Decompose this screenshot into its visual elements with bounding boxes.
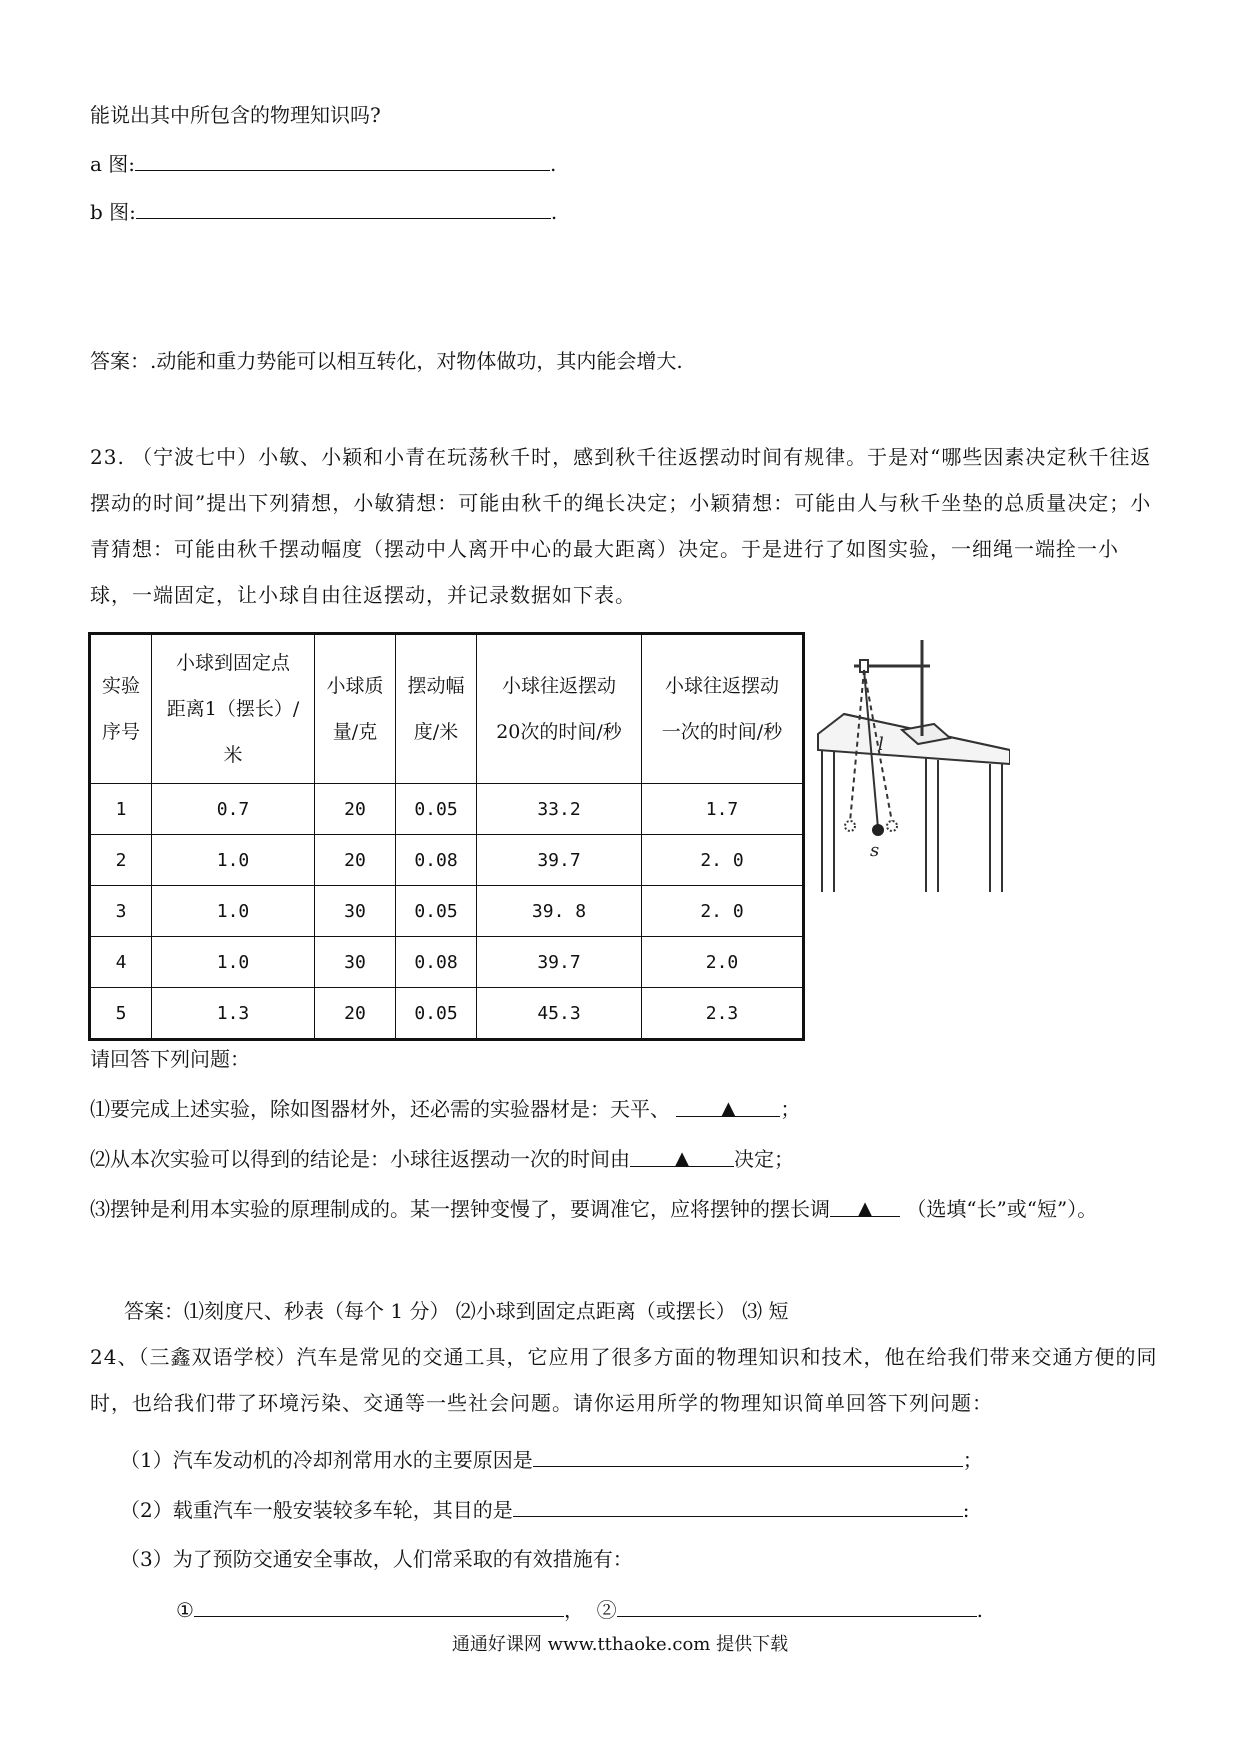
table-row (90, 988, 804, 1040)
q23-sub3-blank[interactable] (830, 1194, 900, 1217)
table-cell: 2. 0 (642, 835, 804, 886)
header-line: 度/米 (413, 721, 459, 743)
table-cell: 0.7 (152, 784, 315, 835)
header-line: 小球到固定点 (175, 652, 290, 674)
table-cell: 33.2 (477, 784, 642, 835)
header-cell (477, 634, 642, 784)
table-cell: 1.0 (152, 937, 315, 988)
triangle-mark-icon: ▲ (721, 1098, 736, 1119)
triangle-mark-icon: ▲ (858, 1198, 872, 1219)
q22-b-line (90, 196, 557, 227)
q22-a-period: . (550, 152, 557, 176)
table-cell: 30 (315, 937, 396, 988)
q23-sub1-end: ； (780, 1097, 801, 1121)
header-cell (152, 634, 315, 784)
table-row (90, 886, 804, 937)
measure-separator: ， (563, 1598, 584, 1622)
table-cell: 2 (90, 835, 152, 886)
measure-2-blank[interactable] (617, 1594, 977, 1617)
q22-b-blank[interactable] (136, 196, 551, 219)
q24-measures-line (176, 1594, 983, 1625)
q22-a-label: a 图: (90, 152, 136, 176)
q22-intro: 能说出其中所包含的物理知识吗? (90, 103, 381, 127)
q23-answer: 答案：⑴刻度尺、秒表（每个 1 分） ⑵小球到固定点距离（或摆长） ⑶ 短 (124, 1299, 789, 1323)
table-cell: 1 (90, 784, 152, 835)
table-cell: 1.3 (152, 988, 315, 1040)
header-line: 20次的时间/秒 (496, 721, 622, 743)
q23-sub1-text: ⑴要完成上述实验，除如图器材外，还必需的实验器材是：天平、 (90, 1097, 670, 1121)
q23-sub2 (90, 1144, 794, 1174)
q23-sub2-end: 决定； (734, 1147, 794, 1171)
table-cell: 0.08 (396, 835, 477, 886)
measure-1-blank[interactable] (194, 1594, 564, 1617)
q23-sub2-text: ⑵从本次实验可以得到的结论是：小球往返摆动一次的时间由 (90, 1147, 630, 1171)
table-cell: 20 (315, 784, 396, 835)
header-line: 米 (223, 744, 243, 766)
q22-answer: 答案：.动能和重力势能可以相互转化，对物体做功，其内能会增大. (90, 349, 683, 373)
table-header-row (90, 634, 804, 784)
table-cell: 0.05 (396, 886, 477, 937)
header-line: 小球质 (326, 675, 384, 697)
header-cell (90, 634, 152, 784)
q22-a-blank[interactable] (135, 148, 550, 171)
table-cell: 45.3 (477, 988, 642, 1040)
table-cell: 30 (315, 886, 396, 937)
measure-1-marker: ① (176, 1598, 194, 1622)
page-footer: 通通好课网 www.tthaoke.com 提供下载 (451, 1634, 789, 1655)
q24-text: 24、（三鑫双语学校）汽车是常见的交通工具，它应用了很多方面的物理知识和技术，他在给我们带来交通方便的同时，也给我们带了环境污染、交通等一些社会问题。请你运用所学的物理知识简单回答下列问题： (90, 1345, 1158, 1415)
table-row (90, 937, 804, 988)
q24-sub3: （3）为了预防交通安全事故，人们常采取的有效措施有： (120, 1547, 633, 1571)
q24-sub2 (120, 1494, 969, 1525)
header-line: 小球往返摆动 (664, 675, 779, 697)
triangle-mark-icon: ▲ (675, 1148, 689, 1169)
measure-2-marker: ② (596, 1598, 617, 1622)
header-line: 一次的时间/秒 (661, 721, 783, 743)
q24-sub2-text: （2）载重汽车一般安装较多车轮，其目的是 (120, 1498, 513, 1522)
header-cell (396, 634, 477, 784)
pendulum-apparatus-figure (814, 634, 1010, 894)
table-cell: 39. 8 (477, 886, 642, 937)
table-cell: 1.0 (152, 886, 315, 937)
length-label: l (878, 734, 884, 755)
q22-b-period: . (550, 200, 558, 224)
q24-sub1-blank[interactable] (533, 1444, 963, 1467)
q23-sub1 (90, 1094, 800, 1124)
table-cell: 1.7 (642, 784, 804, 835)
measure-end: . (976, 1598, 984, 1622)
table-cell: 3 (90, 886, 152, 937)
table-cell: 5 (90, 988, 152, 1040)
table-cell: 2.3 (642, 988, 804, 1040)
amplitude-label: s (870, 840, 880, 861)
q23-sub3-end: （选填“长”或“短”）。 (906, 1197, 1098, 1221)
q24-sub1 (120, 1444, 983, 1475)
experiment-table (88, 632, 805, 1041)
table-cell: 2.0 (642, 937, 804, 988)
header-line: 距离1（摆长）/ (166, 698, 300, 720)
table-cell: 4 (90, 937, 152, 988)
q24-sub1-end: ； (962, 1448, 983, 1472)
header-line: 序号 (101, 721, 140, 743)
header-line: 量/克 (332, 721, 378, 743)
q23-sub3-text: ⑶摆钟是利用本实验的原理制成的。某一摆钟变慢了，要调准它，应将摆钟的摆长调 (90, 1197, 830, 1221)
table-cell: 0.05 (396, 784, 477, 835)
q24-sub2-blank[interactable] (513, 1494, 963, 1517)
table-row (90, 835, 804, 886)
table-cell: 20 (315, 835, 396, 886)
table-cell: 20 (315, 988, 396, 1040)
header-line: 摆动幅 (407, 675, 465, 697)
q23-sub1-blank[interactable] (676, 1094, 780, 1117)
q24-sub2-end: : (962, 1498, 970, 1522)
q23-prompt: 请回答下列问题： (90, 1047, 250, 1071)
table-cell: 1.0 (152, 835, 315, 886)
q22-a-line (90, 148, 556, 179)
header-cell (642, 634, 804, 784)
q23-sub3 (90, 1194, 1097, 1224)
header-cell (315, 634, 396, 784)
table-cell: 0.05 (396, 988, 477, 1040)
pendulum-ball (872, 824, 884, 836)
q22-b-label: b 图: (90, 200, 136, 224)
q23-text: 23. （宁波七中）小敏、小颖和小青在玩荡秋千时，感到秋千往返摆动时间有规律。于是对“哪些因素决定秋千往返摆动的时间”提出下列猜想，小敏猜想：可能由秋千的绳长决定；小颖猜想：可能由人与秋千坐垫的总质量决定；小青猜想：可能由秋千摆动幅度（摆动中人离开中心的最大距离）决定。于是进行了如图实验，一细绳一端拴一小球，一端固定，让小球自由往返摆动，并记录数据如下表。 (90, 445, 1152, 607)
header-line: 小球往返摆动 (501, 675, 616, 697)
table-cell: 39.7 (477, 937, 642, 988)
q23-sub2-blank[interactable] (630, 1144, 734, 1167)
table-cell: 2. 0 (642, 886, 804, 937)
table-cell: 39.7 (477, 835, 642, 886)
header-line: 实验 (101, 675, 140, 697)
table-cell: 0.08 (396, 937, 477, 988)
q24-sub1-text: （1）汽车发动机的冷却剂常用水的主要原因是 (120, 1448, 533, 1472)
table-row (90, 784, 804, 835)
